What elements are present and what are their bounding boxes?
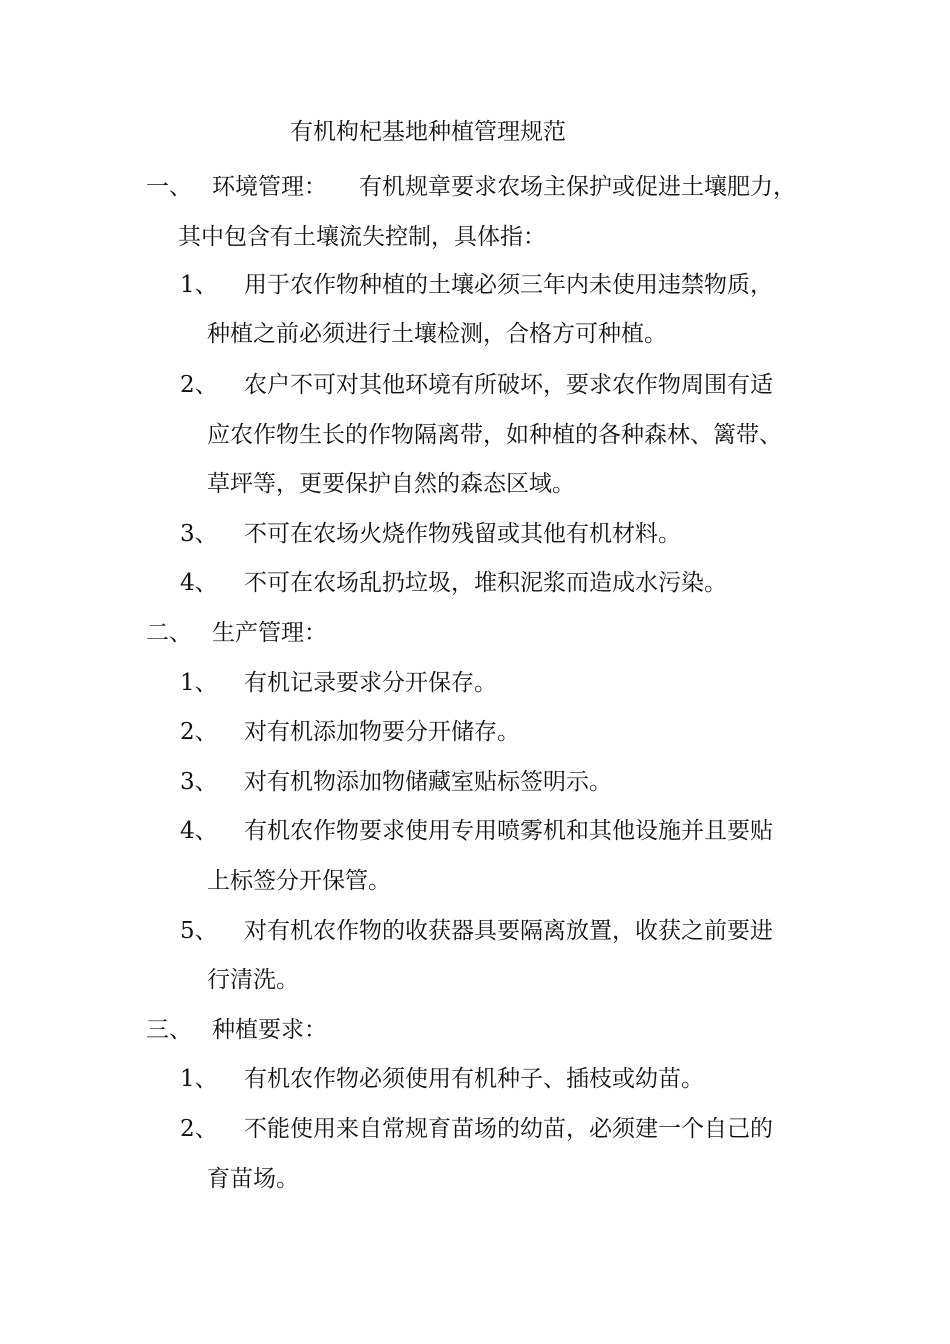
list-item-text-continued: 应农作物生长的作物隔离带，如种植的各种森林、篱带、 (207, 422, 782, 448)
list-item-text: 有机农作物要求使用专用喷雾机和其他设施并且要贴 (244, 818, 773, 844)
section-heading-label: 环境管理： (212, 174, 327, 200)
list-item-text: 用于农作物种植的土壤必须三年内未使用违禁物质， (244, 272, 773, 298)
list-item-number: 4、 (180, 818, 218, 844)
list-item-text: 有机农作物必须使用有机种子、插枝或幼苗。 (244, 1066, 704, 1092)
list-item-number: 4、 (180, 570, 218, 596)
list-item-number: 2、 (180, 372, 218, 398)
list-item-text: 对有机添加物要分开储存。 (244, 719, 520, 745)
list-item-text: 对有机农作物的收获器具要隔离放置，收获之前要进 (244, 918, 773, 944)
section-heading (212, 171, 796, 203)
list-item-text: 不可在农场火烧作物残留或其他有机材料。 (244, 521, 681, 547)
list-item-text-continued: 种植之前必须进行土壤检测，合格方可种植。 (207, 321, 667, 347)
list-item-number: 1、 (180, 272, 218, 298)
section-heading: 种植要求： (212, 1017, 327, 1043)
list-item-text: 不可在农场乱扔垃圾，堆积泥浆而造成水污染。 (244, 570, 727, 596)
section-number: 二、 (146, 620, 192, 646)
list-item-text: 农户不可对其他环境有所破坏，要求农作物周围有适 (244, 372, 773, 398)
list-item-text: 不能使用来自常规育苗场的幼苗，必须建一个自己的 (244, 1116, 773, 1142)
list-item-number: 1、 (180, 1066, 218, 1092)
list-item-text-continued: 草坪等，更要保护自然的森态区域。 (207, 471, 575, 497)
list-item-number: 5、 (180, 918, 218, 944)
list-item-number: 2、 (180, 1116, 218, 1142)
list-item-number: 1、 (180, 670, 218, 696)
section-number: 三、 (146, 1017, 192, 1043)
list-item-number: 3、 (180, 769, 218, 795)
list-item-number: 3、 (180, 521, 218, 547)
list-item-number: 2、 (180, 719, 218, 745)
section-intro-continued: 其中包含有土壤流失控制，具体指： (178, 224, 546, 250)
list-item-text-continued: 行清洗。 (207, 967, 299, 993)
section-heading: 生产管理： (212, 620, 327, 646)
section-number: 一、 (146, 174, 192, 200)
section-intro: 有机规章要求农场主保护或促进土壤肥力， (359, 174, 796, 200)
list-item-text: 有机记录要求分开保存。 (244, 670, 497, 696)
list-item-text-continued: 育苗场。 (207, 1166, 299, 1192)
list-item-text: 对有机物添加物储藏室贴标签明示。 (244, 769, 612, 795)
document-title: 有机枸杞基地种植管理规范 (290, 119, 566, 145)
list-item-text-continued: 上标签分开保管。 (207, 868, 391, 894)
